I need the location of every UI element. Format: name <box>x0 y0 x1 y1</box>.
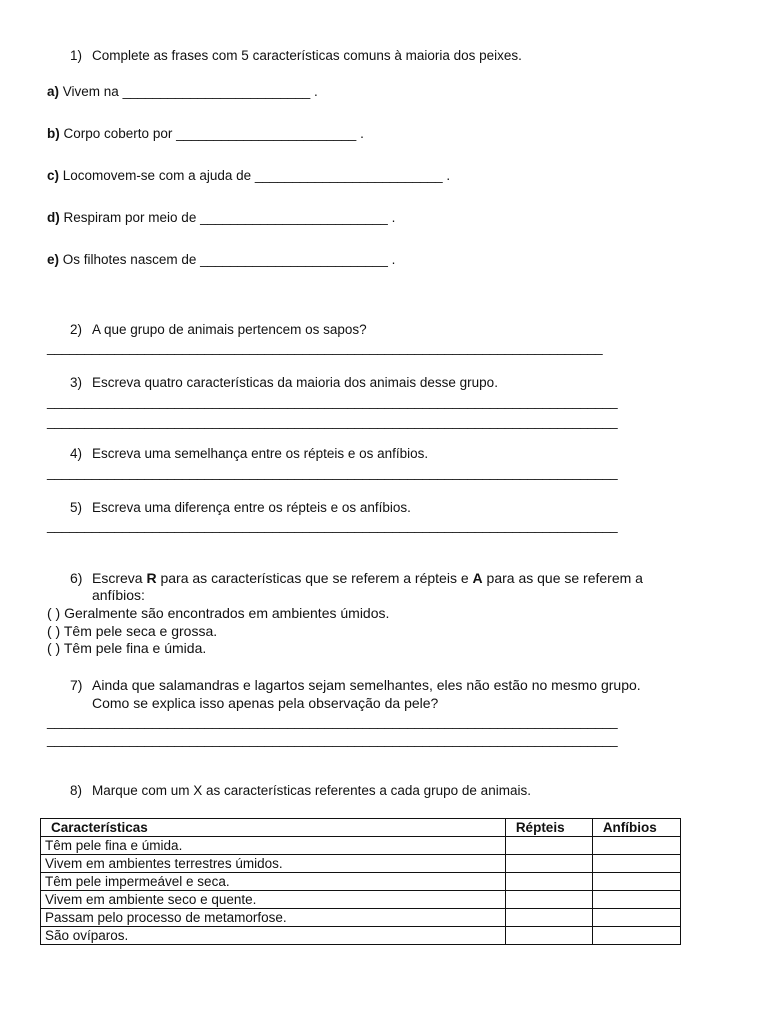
answer-line[interactable]: ____________________________________________________________________________ <box>47 518 618 533</box>
fill-item-b: b) Corpo coberto por ________________________ . <box>47 126 364 141</box>
row-label: São ovíparos. <box>41 927 506 945</box>
answer-line[interactable]: __________________________________________________________________________ <box>47 340 603 355</box>
question-text: Complete as frases com 5 características comuns à maioria dos peixes. <box>92 48 522 63</box>
question-1 <box>70 48 522 63</box>
fill-item-a: a) Vivem na _________________________ . <box>47 84 318 99</box>
answer-line[interactable]: ____________________________________________________________________________ <box>47 414 618 429</box>
fill-item-e: e) Os filhotes nascem de _________________________ . <box>47 252 396 267</box>
row-label: Têm pele fina e úmida. <box>41 837 506 855</box>
table-header-row <box>41 819 681 837</box>
option-item[interactable]: ( ) Geralmente são encontrados em ambientes úmidos. <box>47 605 390 621</box>
table-row <box>41 873 681 891</box>
question-number: 1) <box>70 48 83 63</box>
row-label: Vivem em ambiente seco e quente. <box>41 891 506 909</box>
row-label: Vivem em ambientes terrestres úmidos. <box>41 855 506 873</box>
answer-line[interactable]: ____________________________________________________________________________ <box>47 465 618 480</box>
repteis-cell[interactable] <box>505 873 592 891</box>
repteis-cell[interactable] <box>505 909 592 927</box>
anfibios-cell[interactable] <box>592 927 680 945</box>
blank-line[interactable]: _________________________ <box>200 210 388 225</box>
repteis-cell[interactable] <box>505 855 592 873</box>
question-7-line2: Como se explica isso apenas pela observação da pele? <box>92 695 439 711</box>
question-3: 3) Escreva quatro características da maioria dos animais desse grupo. <box>70 375 498 390</box>
repteis-cell[interactable] <box>505 891 592 909</box>
characteristics-table <box>40 818 681 945</box>
blank-line[interactable]: ________________________ <box>176 126 357 141</box>
table-row <box>41 855 681 873</box>
repteis-cell[interactable] <box>505 927 592 945</box>
blank-line[interactable]: _________________________ <box>254 168 443 183</box>
table-row <box>41 891 681 909</box>
option-item[interactable]: ( ) Têm pele seca e grossa. <box>47 623 218 639</box>
anfibios-cell[interactable] <box>592 891 680 909</box>
anfibios-cell[interactable] <box>592 855 680 873</box>
table-row <box>41 909 681 927</box>
table-row <box>41 837 681 855</box>
anfibios-cell[interactable] <box>592 837 680 855</box>
table-row <box>41 927 681 945</box>
anfibios-cell[interactable] <box>592 909 680 927</box>
header-anfibios: Anfíbios <box>592 819 680 837</box>
question-6-line2: anfíbios: <box>92 587 145 603</box>
answer-line[interactable]: ____________________________________________________________________________ <box>47 394 618 409</box>
repteis-cell[interactable] <box>505 837 592 855</box>
row-label: Passam pelo processo de metamorfose. <box>41 909 506 927</box>
question-5: 5) Escreva uma diferença entre os répteis e os anfíbios. <box>70 500 411 515</box>
answer-line[interactable]: ____________________________________________________________________________ <box>47 714 618 729</box>
question-6: 6) Escreva R para as características que se referem a répteis e A para as que se referem a <box>70 570 643 586</box>
header-caracteristicas: Características <box>41 819 506 837</box>
fill-item-c: c) Locomovem-se com a ajuda de _________________________ . <box>47 168 451 183</box>
question-8: 8) Marque com um X as características referentes a cada grupo de animais. <box>70 783 531 798</box>
question-2: 2) A que grupo de animais pertencem os sapos? <box>70 322 367 337</box>
blank-line[interactable]: _________________________ <box>200 252 388 267</box>
anfibios-cell[interactable] <box>592 873 680 891</box>
header-repteis: Répteis <box>505 819 592 837</box>
fill-item-d: d) Respiram por meio de _________________________ . <box>47 210 396 225</box>
option-item[interactable]: ( ) Têm pele fina e úmida. <box>47 640 207 656</box>
question-7: 7) Ainda que salamandras e lagartos sejam semelhantes, eles não estão no mesmo grupo. <box>70 677 641 693</box>
answer-line[interactable]: ____________________________________________________________________________ <box>47 732 618 747</box>
row-label: Têm pele impermeável e seca. <box>41 873 506 891</box>
blank-line[interactable]: _________________________ <box>122 84 311 99</box>
question-4: 4) Escreva uma semelhança entre os répteis e os anfíbios. <box>70 446 429 461</box>
